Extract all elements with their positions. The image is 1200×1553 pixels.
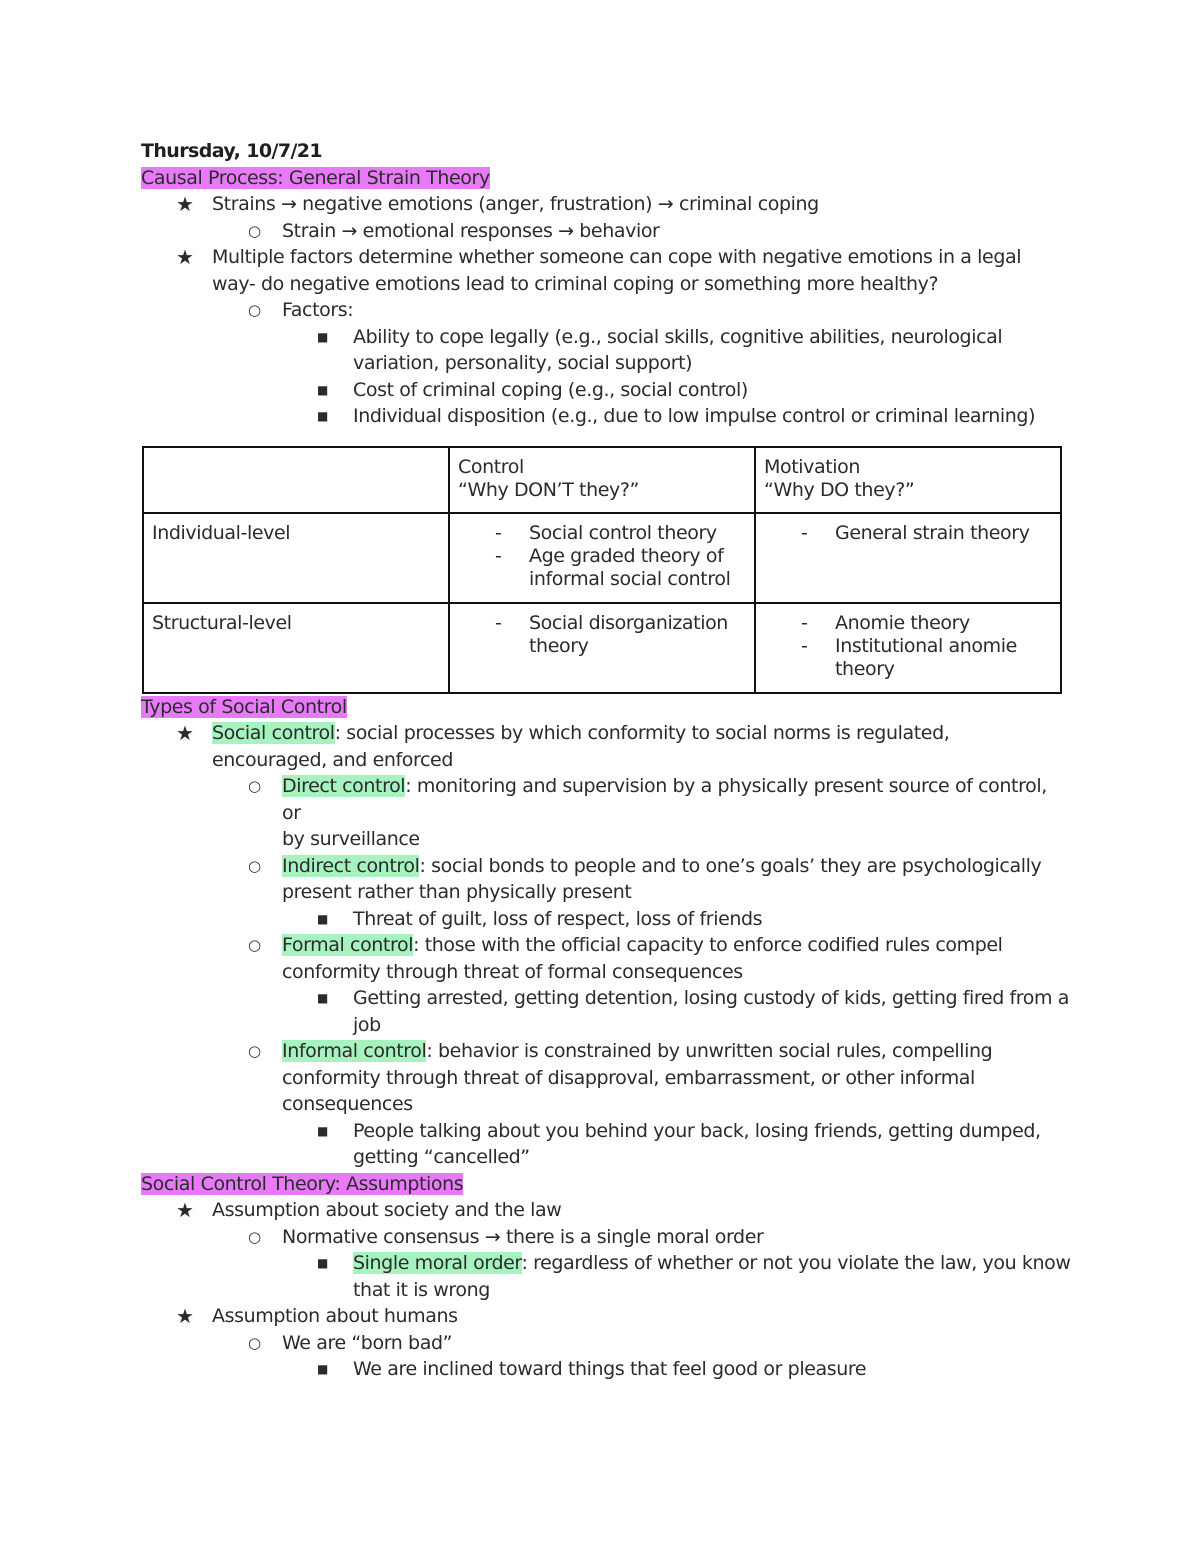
list-item-text: Factors: (282, 299, 354, 321)
definition-text: : monitoring and supervision by a physically present source of control, or (282, 775, 1047, 824)
term-highlight: Social control (212, 722, 335, 744)
cell-text: theory (835, 657, 895, 680)
list-item (141, 1038, 1071, 1118)
definition-text: conformity through threat of disapproval, embarrassment, or other informal (282, 1066, 975, 1089)
list-item (141, 1356, 1071, 1383)
theories-table (142, 446, 1062, 694)
list-item-text: Assumption about humans (212, 1305, 458, 1327)
list-item-text: variation, personality, social support) (353, 352, 693, 374)
square-bullet-icon: ■ (317, 382, 328, 397)
list-item (141, 720, 1071, 773)
list-item (141, 1118, 1071, 1171)
dash-bullet-icon: - (801, 611, 808, 634)
definition-text: by surveillance (282, 828, 420, 850)
circle-bullet-icon: ○ (248, 936, 261, 954)
list-item-text: way- do negative emotions lead to criminal coping or something more healthy? (212, 272, 939, 295)
square-bullet-icon: ■ (317, 991, 328, 1005)
list-item-text: We are “born bad” (282, 1331, 453, 1354)
dash-bullet-icon: - (495, 544, 502, 567)
term-highlight: Direct control (282, 775, 406, 797)
list-item (141, 985, 1071, 1038)
row-label-structural: Structural-level (143, 603, 449, 693)
star-bullet-icon: ★ (176, 721, 194, 745)
cell-text: Social disorganization (529, 611, 728, 634)
header-subtitle: “Why DO they?” (764, 478, 915, 501)
dash-bullet-icon: - (801, 521, 808, 544)
square-bullet-icon: ■ (317, 329, 328, 344)
header-title: Control (458, 455, 524, 478)
list-item (141, 297, 1071, 324)
list-item-text: Getting arrested, getting detention, losing custody of kids, getting fired from a (353, 987, 1070, 1009)
list-item-text: Threat of guilt, loss of respect, loss of friends (353, 907, 763, 930)
list-item (141, 1303, 1071, 1330)
list-item (141, 773, 1071, 853)
star-bullet-icon: ★ (176, 1198, 194, 1222)
cell-text: Anomie theory (835, 611, 970, 634)
definition-text: consequences (282, 1093, 413, 1115)
list-item-text: Strains → negative emotions (anger, frustration) → criminal coping (212, 193, 819, 215)
definition-text: : social bonds to people and to one’s goals’ they are psychologically (419, 854, 1042, 877)
section-heading-types-social-control: Types of Social Control (141, 695, 347, 718)
header-title: Motivation (764, 455, 861, 478)
table-cell (449, 513, 755, 603)
list-item (141, 906, 1071, 933)
definition-text: : regardless of whether or not you violate the law, you know (521, 1252, 1071, 1274)
list-item-text: getting “cancelled” (353, 1146, 530, 1168)
list-item (141, 1224, 1071, 1251)
list-item-text: Multiple factors determine whether someone can cope with negative emotions in a legal (212, 246, 1022, 268)
dash-bullet-icon: - (801, 634, 808, 657)
list-item-text: We are inclined toward things that feel good or pleasure (353, 1358, 867, 1380)
list-item-text: Individual disposition (e.g., due to low impulse control or criminal learning) (353, 405, 1036, 427)
list-item-text: Strain → emotional responses → behavior (282, 219, 660, 242)
table-cell (755, 603, 1061, 693)
table-cell (755, 513, 1061, 603)
circle-bullet-icon: ○ (248, 1333, 261, 1352)
cell-text: General strain theory (835, 521, 1030, 544)
cell-list-item (764, 522, 1052, 545)
circle-bullet-icon: ○ (248, 1042, 261, 1060)
definition-text: : social processes by which conformity to social norms is regulated, (334, 722, 950, 744)
definition-text: that it is wrong (353, 1278, 490, 1301)
table-header-motivation (755, 447, 1061, 513)
table-corner-cell (143, 447, 449, 513)
cell-text: informal social control (529, 567, 731, 590)
list-item-text: job (353, 1013, 381, 1036)
cell-text: Age graded theory of (529, 544, 724, 567)
square-bullet-icon: ■ (317, 409, 328, 423)
definition-text: : behavior is constrained by unwritten social rules, compelling (426, 1040, 993, 1062)
term-highlight: Formal control (282, 934, 414, 956)
list-item (141, 218, 1071, 245)
row-label-individual: Individual-level (143, 513, 449, 603)
date-heading: Thursday, 10/7/21 (141, 140, 323, 162)
list-item-text: Normative consensus → there is a single moral order (282, 1225, 764, 1248)
list-item-text: People talking about you behind your back, losing friends, getting dumped, (353, 1119, 1041, 1142)
star-bullet-icon: ★ (176, 192, 194, 216)
list-item (141, 324, 1071, 377)
list-item-text: Ability to cope legally (e.g., social skills, cognitive abilities, neurological (353, 325, 1003, 348)
cell-list-item (458, 612, 746, 658)
list-item (141, 1250, 1071, 1303)
square-bullet-icon: ■ (317, 1123, 328, 1138)
star-bullet-icon: ★ (176, 245, 194, 269)
list-item (141, 191, 1071, 218)
dash-bullet-icon: - (495, 611, 502, 634)
circle-bullet-icon: ○ (248, 301, 261, 319)
notes-body (141, 138, 1071, 1383)
square-bullet-icon: ■ (317, 911, 328, 926)
list-item (141, 244, 1071, 297)
list-item-text: Assumption about society and the law (212, 1199, 562, 1221)
dash-bullet-icon: - (495, 521, 502, 544)
table-header-control (449, 447, 755, 513)
square-bullet-icon: ■ (317, 1362, 328, 1376)
definition-text: encouraged, and enforced (212, 748, 454, 771)
definition-text: : those with the official capacity to enforce codified rules compel (413, 934, 1003, 956)
term-highlight: Single moral order (353, 1252, 522, 1274)
section-heading-assumptions: Social Control Theory: Assumptions (141, 1172, 464, 1195)
circle-bullet-icon: ○ (248, 1227, 261, 1246)
definition-text: conformity through threat of formal consequences (282, 960, 743, 983)
list-item (141, 1330, 1071, 1357)
list-item (141, 1197, 1071, 1224)
list-item-text: Cost of criminal coping (e.g., social control) (353, 378, 748, 401)
cell-list-item (764, 612, 1052, 635)
definition-text: present rather than physically present (282, 881, 632, 903)
circle-bullet-icon: ○ (248, 777, 261, 795)
header-subtitle: “Why DON’T they?” (458, 478, 639, 501)
square-bullet-icon: ■ (317, 1256, 328, 1270)
list-item (141, 932, 1071, 985)
cell-list-item (458, 522, 746, 545)
circle-bullet-icon: ○ (248, 856, 261, 875)
cell-list-item (764, 635, 1052, 681)
cell-text: theory (529, 634, 589, 657)
term-highlight: Indirect control (282, 854, 420, 877)
cell-text: Institutional anomie (835, 634, 1017, 657)
list-item (141, 853, 1071, 906)
list-item (141, 403, 1071, 430)
circle-bullet-icon: ○ (248, 221, 261, 240)
table-cell (449, 603, 755, 693)
term-highlight: Informal control (282, 1040, 427, 1062)
cell-list-item (458, 545, 746, 591)
section-heading-general-strain: Causal Process: General Strain Theory (141, 166, 490, 189)
cell-text: Social control theory (529, 521, 717, 544)
star-bullet-icon: ★ (176, 1304, 194, 1328)
list-item (141, 377, 1071, 404)
